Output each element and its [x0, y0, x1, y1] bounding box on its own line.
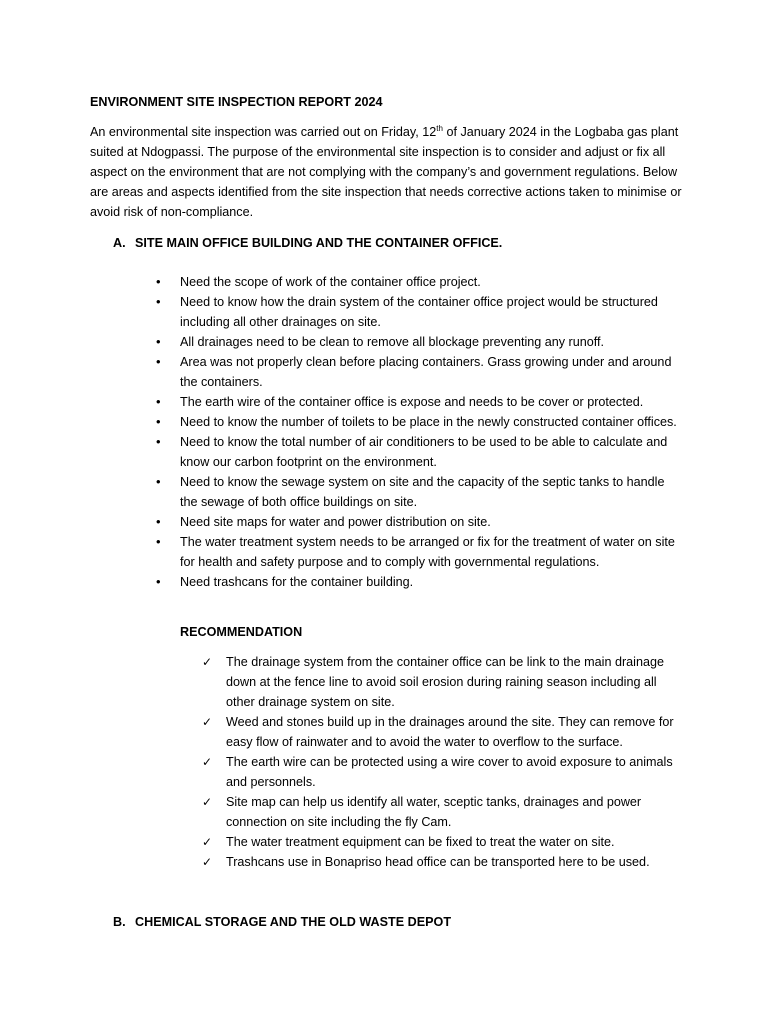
list-item [156, 272, 685, 292]
recommendation-heading: RECOMMENDATION [180, 625, 303, 639]
list-item-text: Weed and stones build up in the drainages around the site. They can remove for easy flow of rainwater and to avoid the water to overflow to the surface. [226, 715, 674, 749]
list-item [156, 352, 685, 392]
list-item-text: Need trashcans for the container building. [180, 575, 414, 589]
list-item-text: The drainage system from the container office can be link to the main drainage down at the fence line to avoid soil erosion during raining season including all other drainage system on site. [226, 655, 664, 709]
intro-paragraph [90, 122, 690, 222]
bullet-icon: • [156, 574, 161, 589]
checkmark-icon: ✓ [202, 755, 213, 769]
intro-text-start: An environmental site inspection was carried out on Friday, 12 [90, 125, 437, 139]
list-item-text: Trashcans use in Bonapriso head office can be transported here to be used. [226, 855, 650, 869]
list-item [156, 532, 685, 572]
bullet-icon: • [156, 534, 161, 549]
list-item [156, 432, 685, 472]
list-item [156, 512, 685, 532]
list-item [202, 852, 686, 872]
bullet-icon: • [156, 334, 161, 349]
list-item-text: Area was not properly clean before placing containers. Grass growing under and around the containers. [180, 355, 672, 389]
findings-list [156, 272, 685, 592]
list-item-text: Site map can help us identify all water, sceptic tanks, drainages and power connection on site including the fly Cam. [226, 795, 642, 829]
list-item-text: The water treatment equipment can be fixed to treat the water on site. [226, 835, 615, 849]
bullet-icon: • [156, 414, 161, 429]
bullet-icon: • [156, 394, 161, 409]
list-item-text: The water treatment system needs to be arranged or fix for the treatment of water on site for health and safety purpose and to comply with governmental regulations. [180, 535, 675, 569]
list-item [202, 652, 686, 712]
list-item [156, 412, 685, 432]
list-item-text: Need to know the total number of air conditioners to be used to be able to calculate and know our carbon footprint on the environment. [180, 435, 668, 469]
checkmark-icon: ✓ [202, 795, 213, 809]
section-b-title: CHEMICAL STORAGE AND THE OLD WASTE DEPOT [135, 915, 452, 929]
section-a-letter: A. [113, 236, 126, 250]
list-item [202, 792, 686, 832]
list-item [202, 832, 686, 852]
list-item [202, 712, 686, 752]
list-item [156, 292, 685, 332]
list-item [202, 752, 686, 792]
list-item [156, 392, 685, 412]
section-b-heading [113, 915, 451, 930]
checkmark-icon: ✓ [202, 655, 213, 669]
list-item-text: The earth wire can be protected using a wire cover to avoid exposure to animals and personnels. [226, 755, 673, 789]
intro-text-rest: of January 2024 in the Logbaba gas plant suited at Ndogpassi. The purpose of the environmental site inspection is to consider and adjust or fix all aspect on the environment that are not complying with the company’s and government regulations. Below are areas and aspects identified from the site inspection that needs corrective actions taken to minimise or avoid risk of non-compliance. [90, 125, 682, 219]
checkmark-icon: ✓ [202, 855, 213, 869]
list-item-text: Need to know how the drain system of the container office project would be structured including all other drainages on site. [180, 295, 658, 329]
list-item-text: Need the scope of work of the container office project. [180, 275, 481, 289]
report-title: ENVIRONMENT SITE INSPECTION REPORT 2024 [90, 95, 383, 109]
bullet-icon: • [156, 354, 161, 369]
recommendations-list [202, 652, 686, 872]
intro-superscript: th [436, 124, 443, 133]
list-item [156, 332, 685, 352]
bullet-icon: • [156, 274, 161, 289]
section-b-letter: B. [113, 915, 126, 929]
list-item-text: Need to know the number of toilets to be place in the newly constructed container offices. [180, 415, 677, 429]
section-a-title: SITE MAIN OFFICE BUILDING AND THE CONTAINER OFFICE. [135, 236, 503, 250]
bullet-icon: • [156, 514, 161, 529]
list-item [156, 472, 685, 512]
list-item-text: All drainages need to be clean to remove all blockage preventing any runoff. [180, 335, 605, 349]
list-item-text: Need to know the sewage system on site and the capacity of the septic tanks to handle the sewage of both office buildings on site. [180, 475, 665, 509]
list-item-text: The earth wire of the container office is expose and needs to be cover or protected. [180, 395, 644, 409]
checkmark-icon: ✓ [202, 835, 213, 849]
list-item-text: Need site maps for water and power distribution on site. [180, 515, 491, 529]
bullet-icon: • [156, 434, 161, 449]
bullet-icon: • [156, 474, 161, 489]
section-a-heading [113, 236, 502, 251]
bullet-icon: • [156, 294, 161, 309]
checkmark-icon: ✓ [202, 715, 213, 729]
list-item [156, 572, 685, 592]
